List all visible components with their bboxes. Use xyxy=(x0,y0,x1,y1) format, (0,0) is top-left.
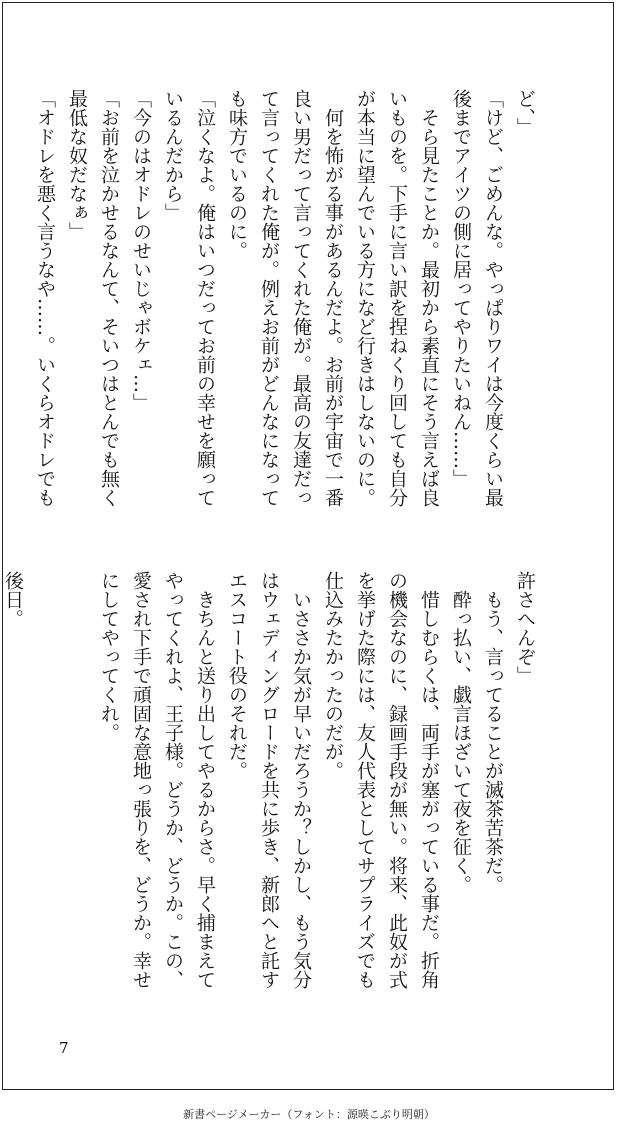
page-number: 7 xyxy=(59,1039,69,1057)
page-frame xyxy=(2,2,614,1090)
lower-text-block: 許さへんぞ」 もう、言ってることが滅茶苦茶だ。 酔っ払い、戯言ほざいて夜を征く。 惜しむらくは、両手が塞がっている事だ。折角 の機会なのに、録画手段が無い。将来、此奴が式 を挙げた際には、友人代表としてサプライズでも 仕込みたかったのだが。 いささか気が早いだろうか？しかし、もう気分 はウェディングロードを共に歩き、新郎へと託す エスコート役のそれだ。 きちんと送り出してやるからさ。早く捕まえて やってくれよ、王子様。どうか、どうか。この、 愛され下手で頑固な意地っ張りを、どうか。幸せ にしてやってくれ。 後日。 xyxy=(2,571,536,989)
footer-credit: 新書ページメーカー（フォント：源暎こぶり明朝） xyxy=(183,1108,435,1121)
upper-text-block: ど、」 「けど、ごめんな。やっぱりワイは今度くらい最 後までアイツの側に居ってやりたいねん……」 そら見たことか。最初から素直にそう言えば良 いものを。下手に言い訳を捏ねくり回しても自分 が本当に望んでいる方になど行きはしないのに。 何を怖がる事があるんだよ。お前が宇宙で一番 良い男だって言ってくれた俺が。最高の友達だっ て言ってくれた俺が。例えお前がどんなになって も味方でいるのに。 「泣くなよ。俺はいつだってお前の幸せを願って いるんだから」 「今のはオドレのせいじゃボケェ…」 「お前を泣かせるなんて、そいつはとんでも無く 最低な奴だなぁ」 「オドレを悪く言うなや……。いくらオドレでも xyxy=(34,89,536,507)
